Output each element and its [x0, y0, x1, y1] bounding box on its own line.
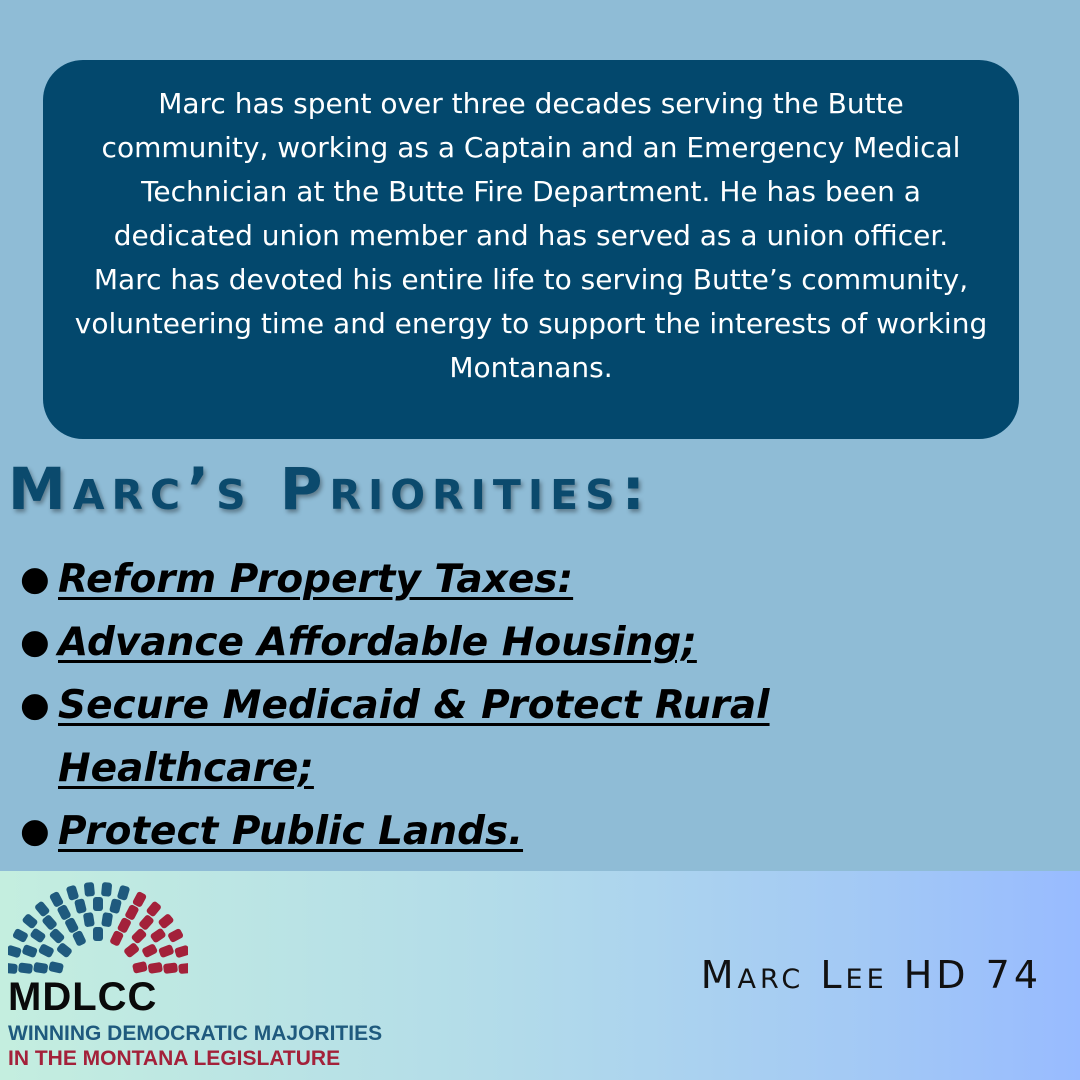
logo-seat — [74, 898, 87, 914]
bio-card — [43, 60, 1019, 439]
logo-seat — [49, 928, 66, 945]
logo-seat — [101, 882, 112, 897]
logo-seat — [178, 963, 188, 974]
logo-seat — [123, 942, 140, 959]
logo-seat — [12, 928, 29, 943]
bullet-icon: ● — [20, 685, 50, 725]
logo-seat — [101, 912, 113, 927]
logo-seat — [109, 898, 122, 914]
chamber-seats-logo-icon — [8, 879, 188, 979]
logo-seat — [148, 962, 163, 974]
logo-seat — [131, 928, 148, 945]
logo-seat — [174, 945, 188, 959]
logo-seat — [132, 891, 147, 908]
logo-seat — [56, 904, 71, 921]
logo-seat — [109, 930, 124, 947]
bio-paragraph-2: Marc has devoted his entire life to serving Butte’s community, volunteering time and energy to support the interests of working Montanans. — [74, 263, 988, 384]
logo-seat — [84, 882, 95, 897]
priority-text: Advance Affordable Housing; — [58, 620, 697, 665]
logo-seat — [167, 928, 184, 943]
priority-text: Secure Medicaid & Protect Rural Healthcare; — [58, 683, 770, 791]
priority-item-public-lands — [20, 800, 780, 863]
logo-seat — [117, 917, 132, 934]
candidate-name: Marc Lee HD 74 — [700, 953, 1042, 997]
logo-seat — [132, 961, 148, 974]
logo-seat — [158, 944, 175, 958]
logo-seat — [33, 962, 48, 974]
priority-item-property-taxes — [20, 548, 780, 611]
logo-seat — [49, 891, 64, 908]
logo-seat — [29, 927, 46, 943]
priority-text: Reform Property Taxes: — [58, 557, 574, 602]
priority-item-affordable-housing — [20, 611, 780, 674]
logo-seat — [72, 930, 87, 947]
logo-seat — [66, 885, 80, 901]
logo-seat — [93, 927, 103, 941]
logo-seat — [21, 913, 38, 930]
logo-seat — [117, 885, 131, 901]
org-tagline-line-2: IN THE MONTANA LEGISLATURE — [8, 1047, 341, 1070]
priority-item-medicaid-healthcare — [20, 674, 780, 800]
bullet-icon: ● — [20, 559, 50, 599]
org-abbreviation: MDLCC — [8, 975, 158, 1019]
priority-list — [20, 548, 780, 863]
bullet-icon: ● — [20, 811, 50, 851]
logo-seat — [157, 913, 174, 930]
bio-paragraph-1: Marc has spent over three decades serving the Butte community, working as a Captain and an Emergency Medical Technician at the Butte Fire Department. He has been a dedicated union member and has served as a union officer. — [101, 87, 961, 252]
logo-seat — [56, 942, 73, 959]
logo-seat — [38, 943, 55, 958]
logo-seat — [149, 927, 166, 943]
logo-seat — [21, 944, 38, 958]
org-tagline-line-1: WINNING DEMOCRATIC MAJORITIES — [8, 1022, 383, 1045]
logo-seat — [18, 962, 33, 974]
logo-seat — [34, 900, 51, 917]
logo-seat — [8, 963, 18, 974]
logo-seat — [145, 900, 162, 917]
priorities-heading: Marc’s Priorities: — [8, 455, 652, 523]
logo-seat — [124, 904, 139, 921]
logo-seat — [138, 914, 155, 931]
logo-seat — [83, 912, 95, 927]
priority-text: Protect Public Lands. — [58, 809, 524, 854]
logo-seat — [141, 943, 158, 958]
logo-seat — [41, 914, 58, 931]
bullet-icon: ● — [20, 622, 50, 662]
footer-banner — [0, 871, 1080, 1080]
logo-seat — [48, 961, 64, 974]
logo-seat — [8, 945, 22, 959]
logo-seat — [64, 917, 79, 934]
logo-seat — [163, 962, 178, 974]
logo-seat — [93, 897, 103, 911]
